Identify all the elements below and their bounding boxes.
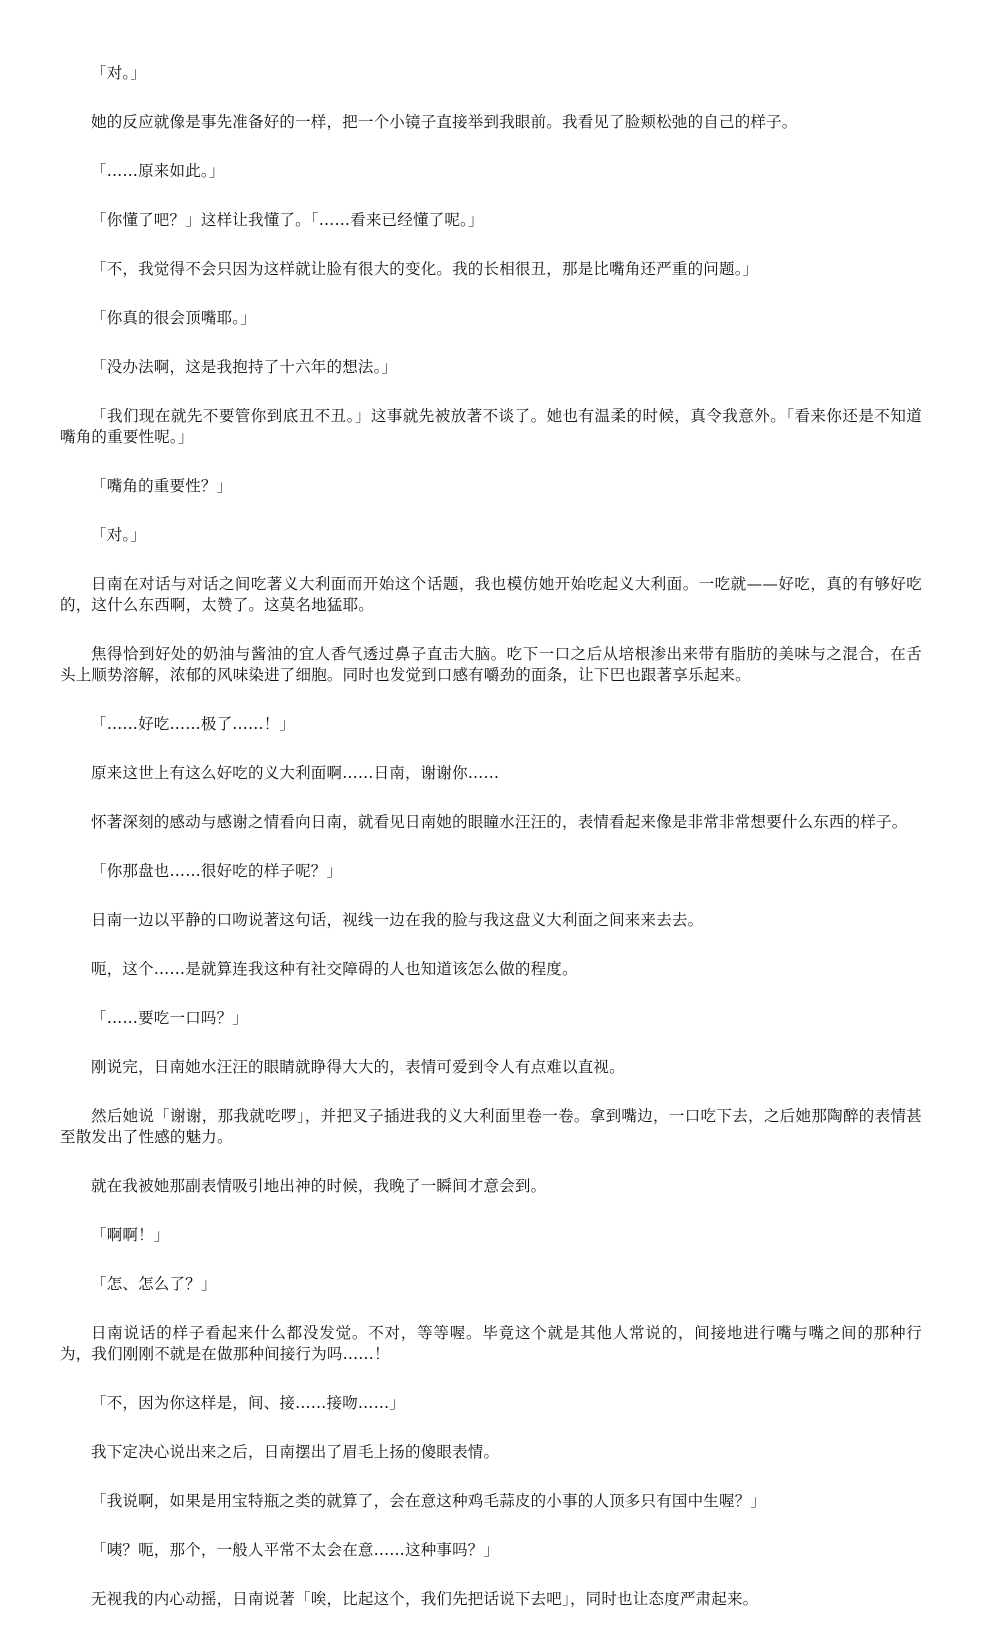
paragraph: 「我们现在就先不要管你到底丑不丑。」这事就先被放著不谈了。她也有温柔的时候，真令我意外。「看来你还是不知道嘴角的重要性呢。」 [60, 407, 922, 446]
paragraph: 「你真的很会顶嘴耶。」 [91, 309, 256, 327]
paragraph: 「你那盘也……很好吃的样子呢？」 [91, 862, 343, 880]
paragraph: 日南在对话与对话之间吃著义大利面而开始这个话题，我也模仿她开始吃起义大利面。一吃就——好吃，真的有够好吃的，这什么东西啊，太赞了。这莫名地猛耶。 [60, 575, 922, 614]
paragraph: 「不，因为你这样是，间、接……接吻……」 [91, 1394, 406, 1412]
paragraph: 日南说话的样子看起来什么都没发觉。不对，等等喔。毕竟这个就是其他人常说的，间接地进行嘴与嘴之间的那种行为，我们刚刚不就是在做那种间接行为吗……！ [60, 1324, 922, 1363]
paragraph: 「咦？呃，那个，一般人平常不太会在意……这种事吗？」 [91, 1541, 500, 1559]
paragraph: 「嘴角的重要性？」 [91, 477, 233, 495]
paragraph: 「啊啊！」 [91, 1226, 170, 1244]
paragraph: 原来这世上有这么好吃的义大利面啊……日南，谢谢你…… [91, 764, 500, 782]
paragraph: 怀著深刻的感动与感谢之情看向日南，就看见日南她的眼瞳水汪汪的，表情看起来像是非常非常想要什么东西的样子。 [91, 813, 908, 831]
paragraph: 呃，这个……是就算连我这种有社交障碍的人也知道该怎么做的程度。 [91, 960, 578, 978]
paragraph: 就在我被她那副表情吸引地出神的时候，我晚了一瞬间才意会到。 [91, 1177, 547, 1195]
paragraph: 「怎、怎么了？」 [91, 1275, 217, 1293]
paragraph: 「不，我觉得不会只因为这样就让脸有很大的变化。我的长相很丑，那是比嘴角还严重的问题。」 [91, 260, 759, 278]
paragraph: 无视我的内心动摇，日南说著「唉，比起这个，我们先把话说下去吧」，同时也让态度严肃起来。 [91, 1590, 759, 1608]
paragraph: 焦得恰到好处的奶油与酱油的宜人香气透过鼻子直击大脑。吃下一口之后从培根渗出来带有脂肪的美味与之混合，在舌头上顺势溶解，浓郁的风味染进了细胞。同时也发觉到口感有嚼劲的面条，让下巴也跟著享乐起来。 [60, 645, 922, 684]
paragraph: 日南一边以平静的口吻说著这句话，视线一边在我的脸与我这盘义大利面之间来来去去。 [91, 911, 704, 929]
paragraph: 「我说啊，如果是用宝特瓶之类的就算了，会在意这种鸡毛蒜皮的小事的人顶多只有国中生喔？」 [91, 1492, 767, 1510]
paragraph: 「……好吃……极了……！」 [91, 715, 296, 733]
paragraph: 她的反应就像是事先准备好的一样，把一个小镜子直接举到我眼前。我看见了脸颊松弛的自己的样子。 [91, 113, 798, 131]
paragraph: 「……原来如此。」 [91, 162, 225, 180]
paragraph: 然后她说「谢谢，那我就吃啰」，并把叉子插进我的义大利面里卷一卷。拿到嘴边，一口吃下去，之后她那陶醉的表情甚至散发出了性感的魅力。 [60, 1107, 922, 1146]
paragraph: 刚说完，日南她水汪汪的眼睛就睁得大大的，表情可爱到令人有点难以直视。 [91, 1058, 625, 1076]
paragraph: 我下定决心说出来之后，日南摆出了眉毛上扬的傻眼表情。 [91, 1443, 500, 1461]
paragraph: 「……要吃一口吗？」 [91, 1009, 249, 1027]
paragraph: 「对。」 [91, 64, 147, 82]
paragraph: 「没办法啊，这是我抱持了十六年的想法。」 [91, 358, 398, 376]
paragraph: 「你懂了吧？」这样让我懂了。「……看来已经懂了呢。」 [91, 211, 484, 229]
novel-text-body [60, 63, 922, 1638]
paragraph: 「对。」 [91, 526, 147, 544]
